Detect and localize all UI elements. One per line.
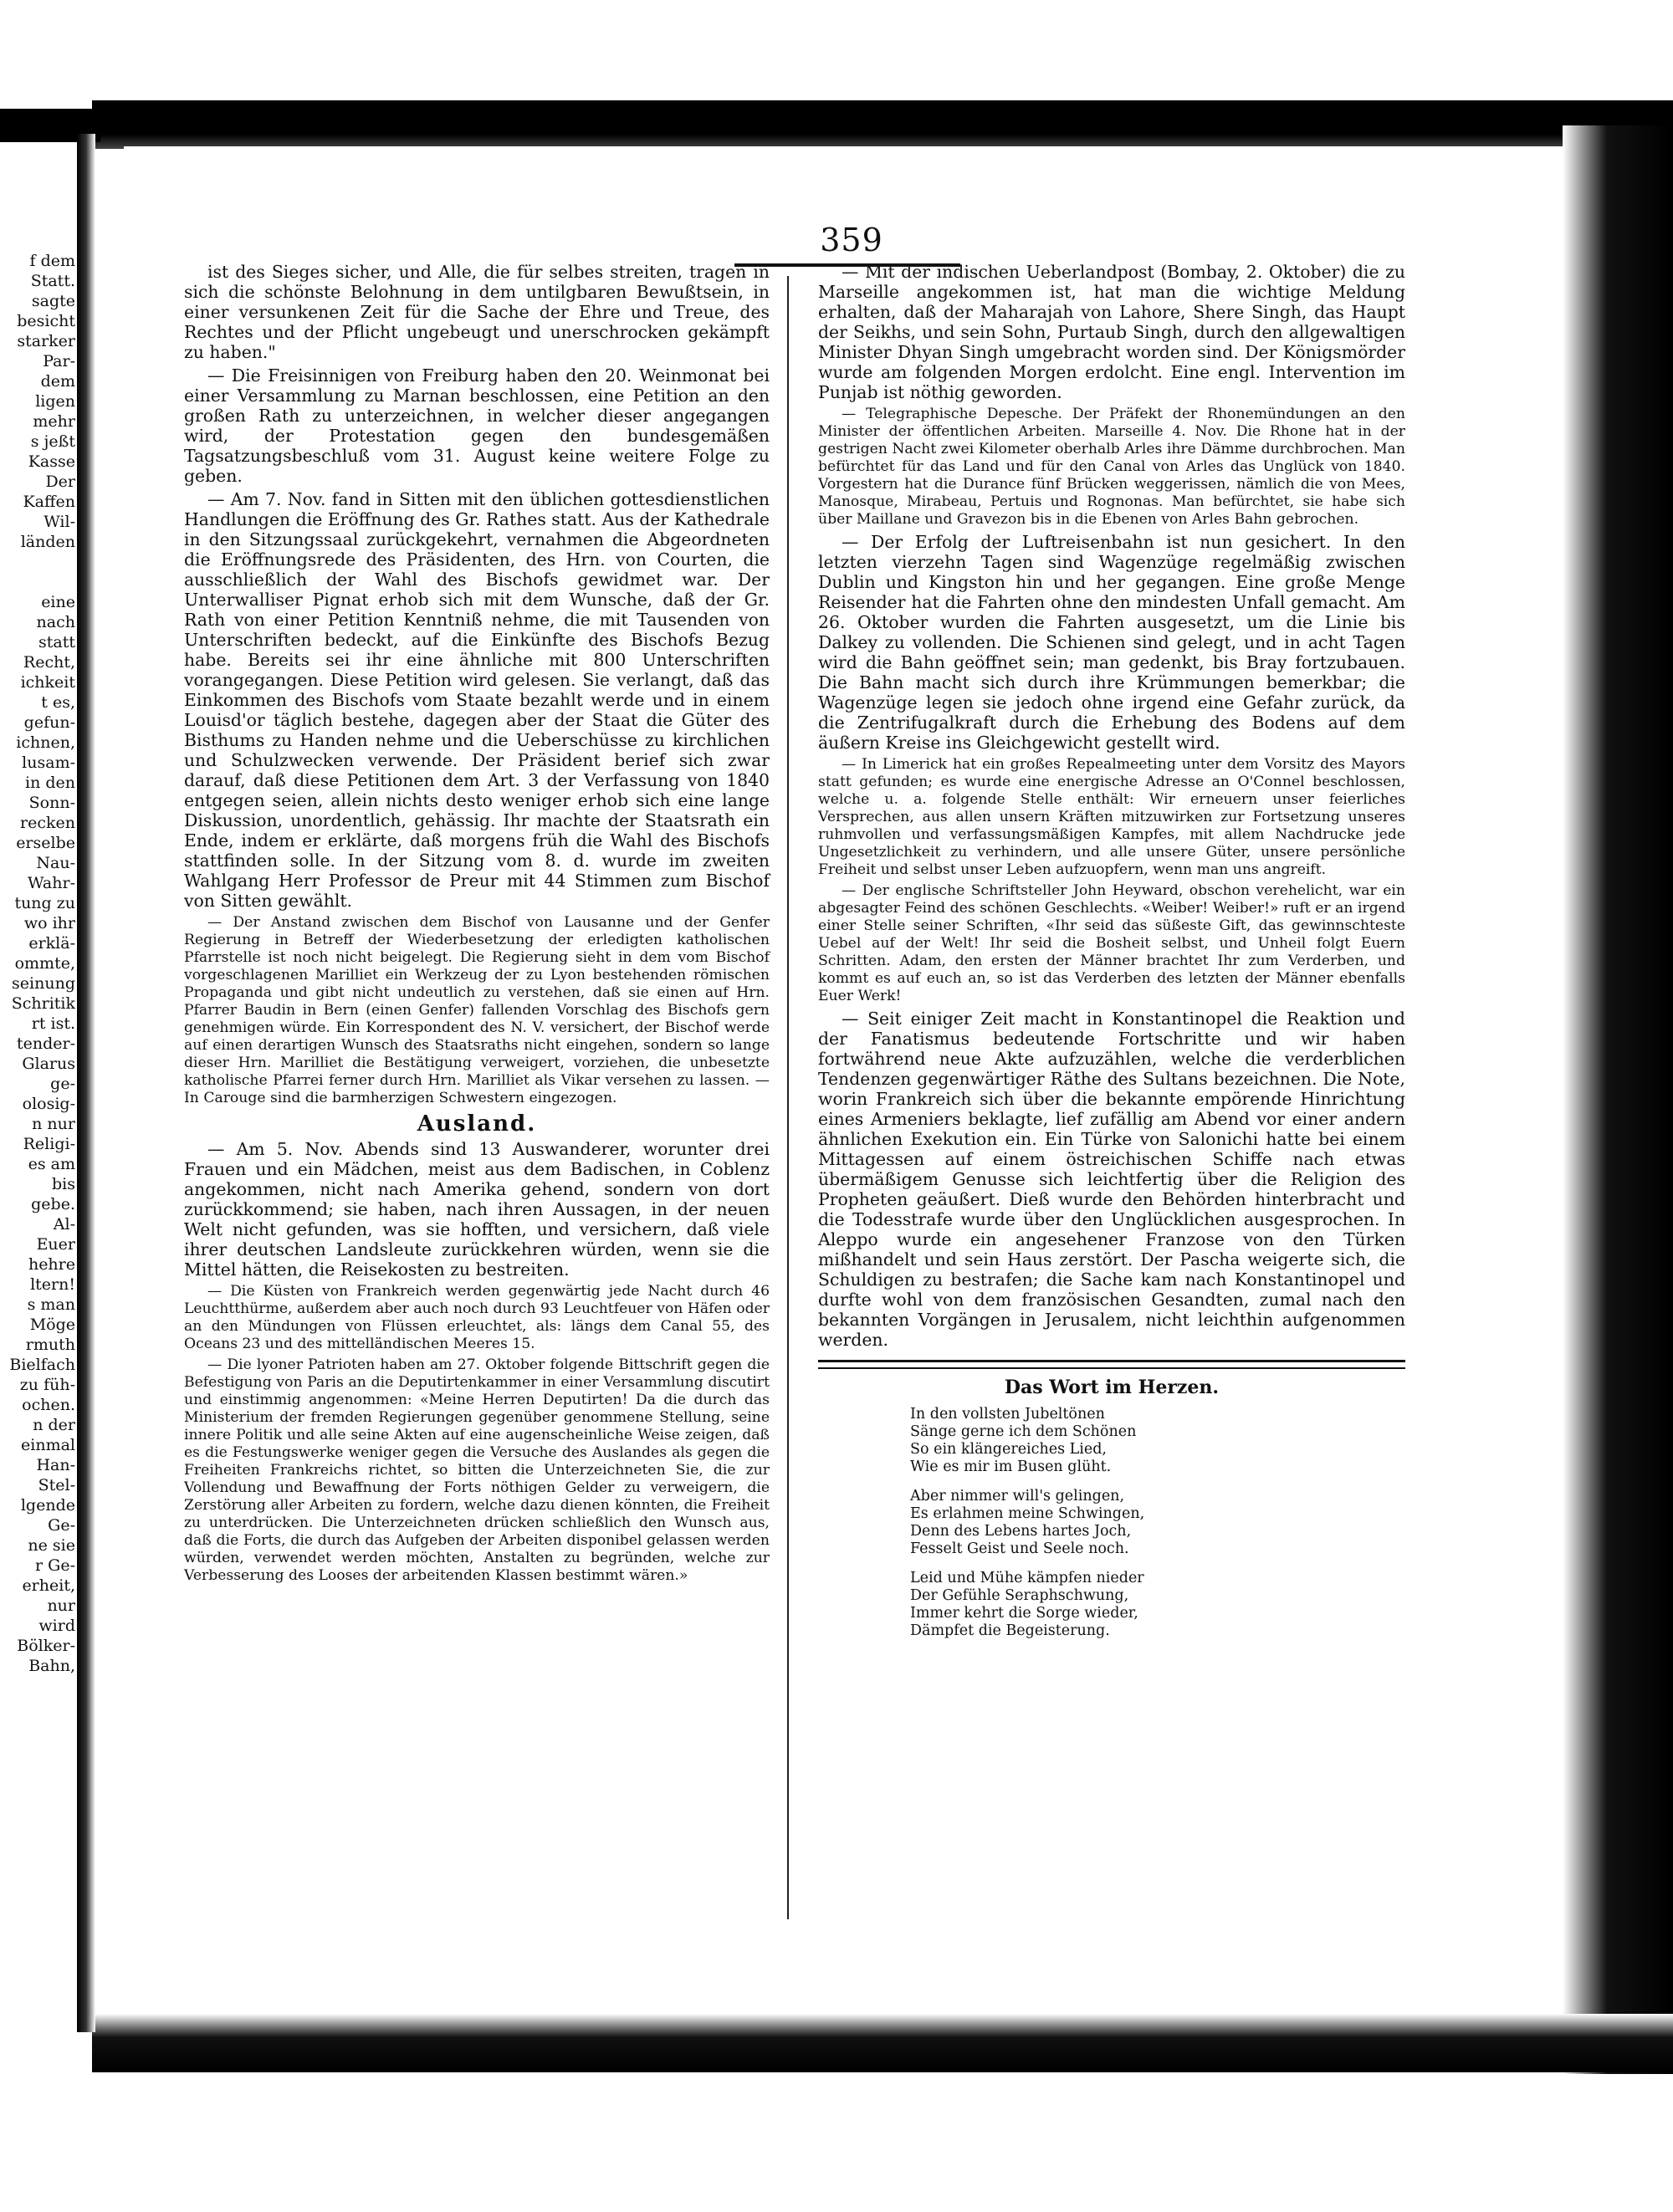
- fragment-line: statt: [38, 633, 75, 651]
- article-paragraph: — Am 7. Nov. fand in Sitten mit den üblichen gottesdienstlichen Handlungen die Eröffnung des Gr. Rathes statt. Aus der Kathedrale in den Sitzungssaal zurückgekehrt, vernahmen die Abgeordneten die Eröffnungsrede des Präsidenten, des Hrn. von Courten, die ausschließlich der Wahl des Bischofs gewidmet war. Der Unterwalliser Pignat erhob sich mit dem Wunsche, daß der Gr. Rath von einer Petition Kenntniß nehme, die mit Tausenden von Unterschriften bedeckt, auf die Einkünfte des Bischofs Bezug habe. Bereits sei ihr eine ähnliche mit 800 Unterschriften vorangegangen. Diese Petition wird gelesen. Sie verlangt, daß das Einkommen des Bischofs vom Staate bezahlt werde und in einem Louisd'or täglich bestehe, dagegen aber der Staat die Güter des Bisthums zu Handen nehme und die Ueberschüsse zu kirchlichen und Schulzwecken verwende. Der Präsident berief sich zwar darauf, daß diese Petitionen dem Art. 3 der Verfassung von 1840 entgegen seien, allein nichts desto weniger erhob sich eine lange Diskussion, unordentlich, gehässig. Ihr machte der Staatsrath ein Ende, indem er erklärte, daß morgens früh die Wahl des Bischofs stattfinden solle. In der Sitzung vom 8. d. wurde im zweiten Wahlgang Herr Professor de Preur mit 44 Stimmen zum Bischof von Sitten gewählt.: [184, 489, 770, 911]
- fragment-line: Religi-: [23, 1135, 75, 1153]
- fragment-line: Der: [45, 473, 75, 491]
- fragment-line: rt ist.: [31, 1014, 75, 1033]
- poem-line: Leid und Mühe kämpfen nieder: [910, 1570, 1144, 1586]
- fragment-line: Euer: [36, 1235, 75, 1254]
- fragment-line: Wahr-: [28, 874, 75, 892]
- fragment-line: Bölker-: [17, 1637, 75, 1655]
- poem-stanza: [910, 1570, 1405, 1640]
- fragment-line: Al-: [53, 1215, 75, 1234]
- article-paragraph: — Der englische Schriftsteller John Heyward, obschon verehelicht, war ein abgesagter Feind des schönen Geschlechts. «Weiber! Weiber!» ruft er an irgend einer Stelle seiner Schriften, «Ihr seid das süßeste Gift, das gewinnschteste Uebel auf der Welt! Ihr seid die Bosheit selbst, und Unheil folgt Euern Schritten. Adam, den ersten der Männer brachtet Ihr zum Verderben, und kommt es auf euch an, so ist das Verderben des letzten der Männer ebenfalls Euer Werk!: [818, 882, 1405, 1004]
- fragment-line: n nur: [32, 1115, 75, 1133]
- fragment-line: Sonn-: [28, 794, 75, 812]
- fragment-line: f dem: [29, 252, 75, 270]
- fragment-line: ochen.: [22, 1396, 75, 1414]
- fragment-line: recken: [20, 814, 75, 832]
- fragment-line: wo ihr: [23, 914, 75, 932]
- fragment-line: ligen: [35, 392, 75, 411]
- poem-line: Denn des Lebens hartes Joch,: [910, 1523, 1132, 1540]
- article-paragraph: — Die lyoner Patrioten haben am 27. Oktober folgende Bittschrift gegen die Befestigung von Paris an die Deputirtenkammer in einer Versammlung discutirt und einstimmig angenommen: «Meine Herren Deputirten! Da die durch das Ministerium der fremden Regierungen gegenüber genommene Stellung, seine innere Politik und alle seine Akten auf eine augenscheinliche Weise zeigen, daß es die Festungswerke weniger gegen die Versuche des Auslandes als gegen die Freiheiten Frankreichs richtet, so bitten die Unterzeichneten Sie, die zur Vollendung und Bewaffnung der Forts nöthigen Gelder zu verweigern, die Zerstörung aller Arbeiten zu fordern, welche dazu dienen könnten, die Freiheit zu unterdrücken. Die Unterzeichneten drücken schließlich den Wunsch aus, daß die Forts, die durch das Aufgeben der Arbeiten disponibel gelassen werden würden, verwendet werden möchten, Anstalten zu begründen, welche zur Verbesserung des Looses der arbeitenden Klassen bestimmt wären.»: [184, 1356, 770, 1584]
- article-paragraph: ist des Sieges sicher, und Alle, die für selbes streiten, tragen in sich die schönste Belohnung in dem untilgbaren Bewußtsein, in einer versunkenen Zeit für die Sache der Ehre und Treue, des Rechtes und der Pflicht ungebeugt und unerschrocken gekämpft zu haben.": [184, 262, 770, 362]
- fragment-line: dem: [40, 372, 75, 391]
- fragment-line: gebe.: [31, 1195, 75, 1213]
- fragment-line: ichnen,: [16, 733, 75, 752]
- fragment-line: ommte,: [14, 954, 75, 973]
- fragment-line: s jeßt: [30, 432, 75, 451]
- poem-line: Fesselt Geist und Seele noch.: [910, 1540, 1129, 1557]
- fragment-line: Glarus: [22, 1055, 75, 1073]
- fragment-line: besicht: [17, 312, 75, 330]
- poem-line: Aber nimmer will's gelingen,: [910, 1488, 1125, 1504]
- poem: [910, 1406, 1405, 1640]
- fragment-line: lusam-: [22, 754, 75, 772]
- article-paragraph: — Die Küsten von Frankreich werden gegenwärtig jede Nacht durch 46 Leuchtthürme, außerdem aber auch noch durch 93 Leuchtfeuer von Häfen oder an den Mündungen von Flüssen erleuchtet, als: längs dem Canal 55, des Oceans 23 und des mittelländischen Meeres 15.: [184, 1283, 770, 1352]
- page-number: 359: [820, 222, 883, 258]
- article-paragraph: — In Limerick hat ein großes Repealmeeting unter dem Vorsitz des Mayors statt gefunden; es wurde eine energische Adresse an O'Connel beschlossen, welche u. a. folgende Stelle enthält: Wir erneuern unser feierliches Versprechen, aus allen unsern Kräften mitzuwirken zur Fortsetzung unseres ruhmvollen und verfassungsmäßigen Kampfes, mit allem Nachdrucke jede Ungesetzlichkeit zu verhindern, und alle unsere Güter, unsere persönliche Freiheit und selbst unser Leben aufzuopfern, wenn man uns angreift.: [818, 756, 1405, 878]
- fragment-line: eine: [41, 593, 75, 611]
- fragment-line: Par-: [43, 352, 75, 370]
- fragment-line: erklä-: [28, 934, 75, 953]
- adjacent-page-fragment: [0, 251, 75, 1806]
- article-paragraph: — Seit einiger Zeit macht in Konstantinopel die Reaktion und der Fanatismus bedeutende Fortschritte und wir haben fortwährend neue Akte aufzuzählen, welche die verderblichen Tendenzen gegenwärtiger Räthe des Sultans bezeichnen. Die Note, worin Frankreich sich über die bekannte empörende Hinrichtung eines Armeniers beklagte, lief zufällig am Abend vor einer andern ähnlichen Exekution ein. Ein Türke von Salonichi hatte bei einem Mittagessen auf einem östreichischen Schiffe nach etwas übermäßigem Genusse sich leichtfertig über die Religion des Propheten geäußert. Dieß wurde den Behörden hinterbracht und die Todesstrafe wurde über den Unglücklichen ausgesprochen. In Aleppo wurde ein angesehener Franzose von den Türken mißhandelt und sein Haus zerstört. Der Pascha weigerte sich, die Schuldigen zu bestrafen; die Sache kam nach Konstantinopel und durfte wohl von dem französischen Gesandten, zumal nach den bekannten Vorgängen in Jerusalem, nicht leichthin aufgenommen werden.: [818, 1009, 1405, 1350]
- fragment-line: Han-: [36, 1456, 75, 1474]
- poem-separator-rule: [818, 1360, 1405, 1369]
- left-column: [184, 262, 770, 1588]
- page-fold-shadow: [77, 134, 95, 2032]
- fragment-line: ge-: [50, 1075, 75, 1093]
- fragment-line: Schritik: [11, 994, 75, 1013]
- section-heading-ausland: Ausland.: [417, 1111, 537, 1137]
- article-paragraph: — Am 5. Nov. Abends sind 13 Auswanderer, worunter drei Frauen und ein Mädchen, meist aus dem Badischen, in Coblenz angekommen, nicht nach Amerika gehend, sondern von dort zurückkommend; sie haben, nach ihren Aussagen, in der neuen Welt nicht gefunden, was sie hofften, und versichern, daß viele ihrer deutschen Landsleute zurückkehren würden, wenn sie die Mittel hätten, die Reisekosten zu bestreiten.: [184, 1139, 770, 1280]
- fragment-line: s man: [27, 1295, 75, 1314]
- article-paragraph: — Die Freisinnigen von Freiburg haben den 20. Weinmonat bei einer Versammlung zu Marnan beschlossen, eine Petition an den großen Rath zu unterzeichnen, in welcher dieser angegangen wird, der Protestation gegen den bundesgemäßen Tagsatzungsbeschluß vom 31. August keine weitere Folge zu geben.: [184, 365, 770, 486]
- poem-line: Sänge gerne ich dem Schönen: [910, 1423, 1137, 1440]
- fragment-line: in den: [25, 774, 75, 792]
- fragment-line: Stel-: [38, 1476, 75, 1494]
- fragment-line: Kasse: [28, 452, 75, 471]
- fragment-line: bis: [52, 1175, 75, 1193]
- article-paragraph: — Telegraphische Depesche. Der Präfekt der Rhonemündungen an den Minister der öffentlichen Arbeiten. Marseille 4. Nov. Die Rhone hat in der gestrigen Nacht zwei Kilometer oberhalb Arles ihre Dämme durchbrochen. Man befürchtet für das Land und für den Canal von Arles das Unglück von 1840. Vorgestern hat die Durance fünf Brücken weggerissen, nämlich die von Mees, Manosque, Mirabeau, Pertuis und Rognonas. Man befürchtet, sie habe sich über Maillane und Gravezon bis in die Ebenen von Arles Bahn gebrochen.: [818, 406, 1405, 528]
- fragment-line: ichkeit: [20, 673, 75, 692]
- fragment-line: wird: [38, 1617, 75, 1635]
- fragment-line: r Ge-: [35, 1556, 75, 1575]
- article-paragraph: — Der Anstand zwischen dem Bischof von Lausanne und der Genfer Regierung in Betreff der Wiederbesetzung der erledigten katholischen Pfarrstelle ist noch nicht beigelegt. Die Regierung sieht in dem vom Bischof vorgeschlagenen Marilliet ein Werkzeug der zu Lyon bestehenden römischen Propaganda und gibt nicht undeutlich zu verstehen, daß sie einen auf Hrn. Pfarrer Baudin in Bern (einen Genfer) fallenden Vorschlag des Bischofs gern genehmigen würde. Ein Korrespondent des N. V. versichert, der Bischof werde auf einen derartigen Wunsch des Staatsraths nicht eingehen, sondern so lange dieser Hrn. Marilliet die Bestätigung verweigert, vorziehen, die unbesetzte katholische Pfarrei ferner durch Hrn. Marilliet als Vikar versehen zu lassen. — In Carouge sind die barmherzigen Schwestern eingezogen.: [184, 914, 770, 1106]
- fragment-line: Nau-: [36, 854, 75, 872]
- fragment-line: lgende: [20, 1496, 75, 1515]
- poem-stanza: [910, 1406, 1405, 1476]
- fragment-line: erheit,: [22, 1576, 75, 1595]
- fragment-line: starker: [17, 332, 75, 350]
- poem-line: Es erlahmen meine Schwingen,: [910, 1505, 1145, 1522]
- poem-line: Immer kehrt die Sorge wieder,: [910, 1605, 1138, 1622]
- poem-line: In den vollsten Jubeltönen: [910, 1406, 1105, 1423]
- fragment-line: Bielfach: [9, 1356, 75, 1374]
- fragment-line: Kaffen: [23, 493, 75, 511]
- scan-top-border: [92, 100, 1673, 149]
- fragment-line: Ge-: [48, 1516, 75, 1535]
- newspaper-page: [124, 146, 1563, 2011]
- fragment-line: tung zu: [14, 894, 75, 912]
- fragment-line: rmuth: [25, 1336, 75, 1354]
- scan-right-border: [1563, 125, 1673, 2074]
- fragment-line: Bahn,: [28, 1657, 75, 1675]
- fragment-line: erselbe: [16, 834, 75, 852]
- fragment-line: seinung: [12, 974, 75, 993]
- fragment-line: n der: [33, 1416, 75, 1434]
- fragment-line: Statt.: [30, 272, 75, 290]
- poem-line: Wie es mir im Busen glüht.: [910, 1458, 1112, 1475]
- fragment-line: [0, 552, 75, 572]
- fragment-line: gefun-: [23, 713, 75, 732]
- fragment-line: Recht,: [23, 653, 75, 672]
- article-paragraph: — Mit der indischen Ueberlandpost (Bombay, 2. Oktober) die zu Marseille angekommen ist, hat man die wichtige Meldung erhalten, daß der Maharajah von Lahore, Shere Singh, das Haupt der Seikhs, und sein Sohn, Purtaub Singh, durch den allgewaltigen Minister Dhyan Singh umgebracht worden sind. Der Königsmörder wurde am folgenden Morgen erdolcht. Eine engl. Intervention im Punjab ist nöthig geworden.: [818, 262, 1405, 402]
- fragment-line: Möge: [29, 1315, 75, 1334]
- fragment-line: ltern!: [30, 1275, 75, 1294]
- fragment-line: olosig-: [22, 1095, 75, 1113]
- fragment-line: Wil-: [43, 513, 75, 531]
- scan-bottom-border: [92, 2014, 1673, 2072]
- poem-title: Das Wort im Herzen.: [1004, 1377, 1220, 1398]
- fragment-line: tender-: [16, 1034, 75, 1053]
- poem-line: Der Gefühle Seraphschwung,: [910, 1587, 1129, 1604]
- fragment-line: zu füh-: [19, 1376, 75, 1394]
- poem-line: So ein klängereiches Lied,: [910, 1441, 1107, 1458]
- fragment-line: [0, 572, 75, 592]
- fragment-line: einmal: [21, 1436, 75, 1454]
- fragment-line: hehre: [28, 1255, 75, 1274]
- fragment-line: sagte: [31, 292, 75, 310]
- fragment-line: nach: [36, 613, 75, 631]
- fragment-line: nur: [47, 1596, 75, 1615]
- fragment-line: ne sie: [28, 1536, 75, 1555]
- article-paragraph: — Der Erfolg der Luftreisenbahn ist nun gesichert. In den letzten vierzehn Tagen sind Wagenzüge regelmäßig zwischen Dublin und Kingston hin und her gegangen. Eine große Menge Reisender hat die Fahrten ohne den mindesten Unfall gemacht. Am 26. Oktober wurden die Fahrten ausgesetzt, um die Linie bis Dalkey zu vollenden. Die Schienen sind gelegt, und in acht Tagen wird die Bahn geöffnet sein; man gedenkt, bis Bray fortzubauen. Die Bahn macht sich durch ihre Krümmungen bemerkbar; die Wagenzüge legen sie jedoch ohne irgend eine Gefahr zurück, da die Zentrifugalkraft durch die Erhebung des Bodens auf dem äußern Kreise ins Gleichgewicht gestellt wird.: [818, 532, 1405, 753]
- fragment-line: mehr: [33, 412, 75, 431]
- fragment-line: länden: [20, 533, 75, 551]
- right-column: [818, 262, 1405, 1652]
- column-divider: [787, 276, 789, 1919]
- poem-stanza: [910, 1488, 1405, 1558]
- fragment-line: t es,: [41, 693, 75, 712]
- poem-line: Dämpfet die Begeisterung.: [910, 1622, 1110, 1639]
- fragment-line: es am: [28, 1155, 75, 1173]
